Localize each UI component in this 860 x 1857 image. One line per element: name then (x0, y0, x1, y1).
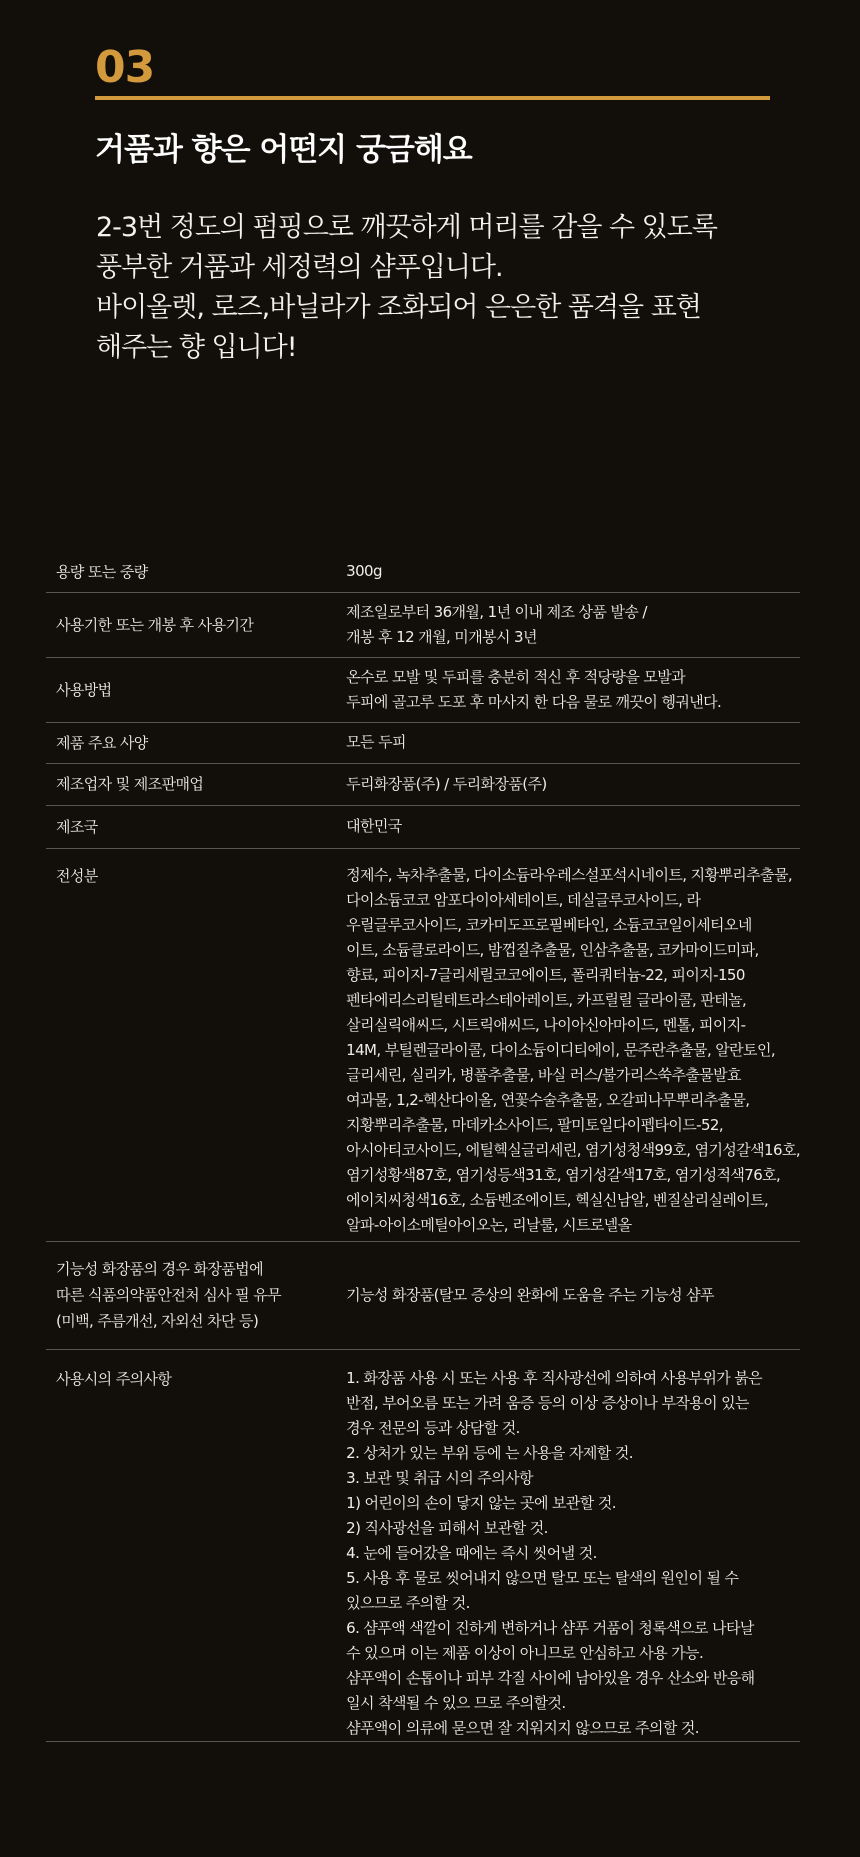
spec-value-line: 1. 화장품 사용 시 또는 사용 후 직사광선에 의하여 사용부위가 붉은 (346, 1368, 763, 1387)
spec-label (46, 1241, 346, 1349)
spec-value-line: 에이치씨청색16호, 소듐벤조에이트, 헥실신남알, 벤질살리실레이트, (346, 1190, 769, 1209)
spec-label (46, 763, 346, 805)
spec-value-line: 우릴글루코사이드, 코카미도프로필베타인, 소듐코코일이세티오네 (346, 915, 752, 934)
intro-line: 2-3번 정도의 펌핑으로 깨끗하게 머리를 감을 수 있도록 (96, 212, 717, 243)
spec-value (346, 763, 800, 805)
spec-value-line: 반점, 부어오름 또는 가려 움증 등의 이상 증상이나 부작용이 있는 (346, 1393, 749, 1412)
spec-label-line: 제조업자 및 제조판매업 (56, 775, 204, 793)
spec-value-line: 정제수, 녹차추출물, 다이소듐라우레스설포석시네이트, 지황뿌리추출물, (346, 865, 793, 884)
spec-label-line: 전성분 (56, 866, 98, 885)
spec-row (46, 1349, 800, 1741)
spec-value (346, 657, 800, 722)
spec-value (346, 552, 800, 592)
spec-value-line: 모든 두피 (346, 733, 406, 751)
spec-value-line: 제조일로부터 36개월, 1년 이내 제조 상품 발송 / (346, 602, 647, 621)
spec-row (46, 1241, 800, 1349)
spec-label (46, 722, 346, 763)
spec-label-line: (미백, 주름개선, 자외선 차단 등) (56, 1312, 259, 1330)
spec-label (46, 592, 346, 657)
spec-value-line: 2) 직사광선을 피해서 보관할 것. (346, 1518, 548, 1537)
intro-text (96, 208, 796, 368)
spec-value (346, 592, 800, 657)
spec-value-line: 6. 샴푸액 색깔이 진하게 변하거나 샴푸 거품이 청록색으로 나타날 (346, 1618, 754, 1637)
spec-value (346, 722, 800, 763)
spec-value-line: 2. 상처가 있는 부위 등에 는 사용을 자제할 것. (346, 1443, 633, 1462)
spec-label (46, 1349, 346, 1741)
spec-value-line: 온수로 모발 및 두피를 충분히 적신 후 적당량을 모발과 (346, 667, 686, 686)
spec-value-line: 5. 사용 후 물로 씻어내지 않으면 탈모 또는 탈색의 원인이 될 수 (346, 1568, 739, 1587)
spec-value-line: 살리실릭애씨드, 시트릭애씨드, 나이아신아마이드, 멘톨, 피이지- (346, 1015, 746, 1034)
spec-value-line: 지황뿌리추출물, 마데카소사이드, 팔미토일다이펩타이드-52, (346, 1115, 724, 1134)
spec-value-line: 샴푸액이 손톱이나 피부 각질 사이에 남아있을 경우 산소와 반응해 (346, 1668, 755, 1687)
spec-label-line: 사용시의 주의사항 (56, 1369, 172, 1388)
spec-label-line: 따른 식품의약품안전처 심사 필 유무 (56, 1286, 282, 1304)
spec-value-line: 일시 착색될 수 있으 므로 주의할것. (346, 1693, 566, 1712)
intro-line: 바이올렛, 로즈,바닐라가 조화되어 은은한 품격을 표현 (96, 292, 701, 323)
spec-value-line: 1) 어린이의 손이 닿지 않는 곳에 보관할 것. (346, 1493, 616, 1512)
spec-label (46, 848, 346, 1241)
spec-label-line: 용량 또는 중량 (56, 562, 148, 581)
spec-row (46, 657, 800, 722)
spec-row (46, 722, 800, 763)
spec-value-line: 다이소듐코코 암포다이아세테이트, 데실글루코사이드, 라 (346, 890, 701, 909)
spec-value-line: 경우 전문의 등과 상담할 것. (346, 1418, 520, 1437)
spec-label-line: 사용기한 또는 개봉 후 사용기간 (56, 615, 254, 634)
product-info-table (46, 552, 800, 1742)
spec-value-line: 14M, 부틸렌글라이콜, 다이소듐이디티에이, 문주란추출물, 알란토인, (346, 1040, 776, 1059)
spec-value-line: 향료, 피이지-7글리세릴코코에이트, 폴리쿼터늄-22, 피이지-150 (346, 965, 745, 984)
spec-value-line: 3. 보관 및 취급 시의 주의사항 (346, 1468, 533, 1487)
spec-value-line: 펜타에리스리틸테트라스테아레이트, 카프릴릴 글라이콜, 판테놀, (346, 990, 747, 1009)
spec-value-line: 알파-아이소메틸아이오논, 리날룰, 시트로넬올 (346, 1215, 632, 1234)
spec-row (46, 848, 800, 1241)
spec-value-line: 염기성황색87호, 염기성등색31호, 염기성갈색17호, 염기성적색76호, (346, 1165, 781, 1184)
spec-value-line: 두리화장품(주) / 두리화장품(주) (346, 774, 547, 793)
spec-label-line: 제품 주요 사양 (56, 733, 148, 752)
intro-line: 풍부한 거품과 세정력의 샴푸입니다. (96, 252, 503, 283)
accent-divider (95, 96, 770, 100)
spec-value-line: 아시아티코사이드, 에틸헥실글리세린, 염기성청색99호, 염기성갈색16호, (346, 1140, 800, 1159)
spec-label (46, 805, 346, 848)
spec-value-line: 기능성 화장품(탈모 증상의 완화에 도움을 주는 기능성 샴푸 (346, 1285, 714, 1304)
spec-value-line: 샴푸액이 의류에 묻으면 잘 지워지지 않으므로 주의할 것. (346, 1718, 699, 1737)
spec-value-line: 두피에 골고루 도포 후 마사지 한 다음 물로 깨끗이 헹궈낸다. (346, 692, 722, 711)
section-number: 03 (95, 42, 155, 93)
spec-row (46, 763, 800, 805)
spec-value (346, 805, 800, 848)
intro-line: 해주는 향 입니다! (96, 332, 297, 363)
spec-value-line: 글리세린, 실리카, 병풀추출물, 바실 러스/불가리스쑥추출물발효 (346, 1065, 741, 1084)
spec-row (46, 592, 800, 657)
spec-label (46, 552, 346, 592)
spec-label-line: 제조국 (56, 817, 98, 836)
spec-value-line: 수 있으며 이는 제품 이상이 아니므로 안심하고 사용 가능. (346, 1643, 704, 1662)
spec-value (346, 848, 800, 1241)
spec-value-line: 이트, 소듐클로라이드, 밤껍질추출물, 인삼추출물, 코카마이드미파, (346, 940, 759, 959)
spec-value (346, 1349, 800, 1741)
spec-label (46, 657, 346, 722)
spec-value (346, 1241, 800, 1349)
spec-value-line: 있으므로 주의할 것. (346, 1593, 470, 1612)
spec-value-line: 300g (346, 562, 382, 581)
spec-row (46, 552, 800, 592)
section-title: 거품과 향은 어떤지 궁금해요 (95, 132, 472, 168)
spec-value-line: 여과물, 1,2-헥산다이올, 연꽃수술추출물, 오갈피나무뿌리추출물, (346, 1090, 750, 1109)
spec-value-line: 4. 눈에 들어갔을 때에는 즉시 씻어낼 것. (346, 1543, 597, 1562)
spec-label-line: 사용방법 (56, 680, 112, 699)
spec-value-line: 개봉 후 12 개월, 미개봉시 3년 (346, 627, 537, 646)
spec-value-line: 대한민국 (346, 817, 402, 835)
spec-row (46, 805, 800, 848)
spec-label-line: 기능성 화장품의 경우 화장품법에 (56, 1260, 263, 1278)
